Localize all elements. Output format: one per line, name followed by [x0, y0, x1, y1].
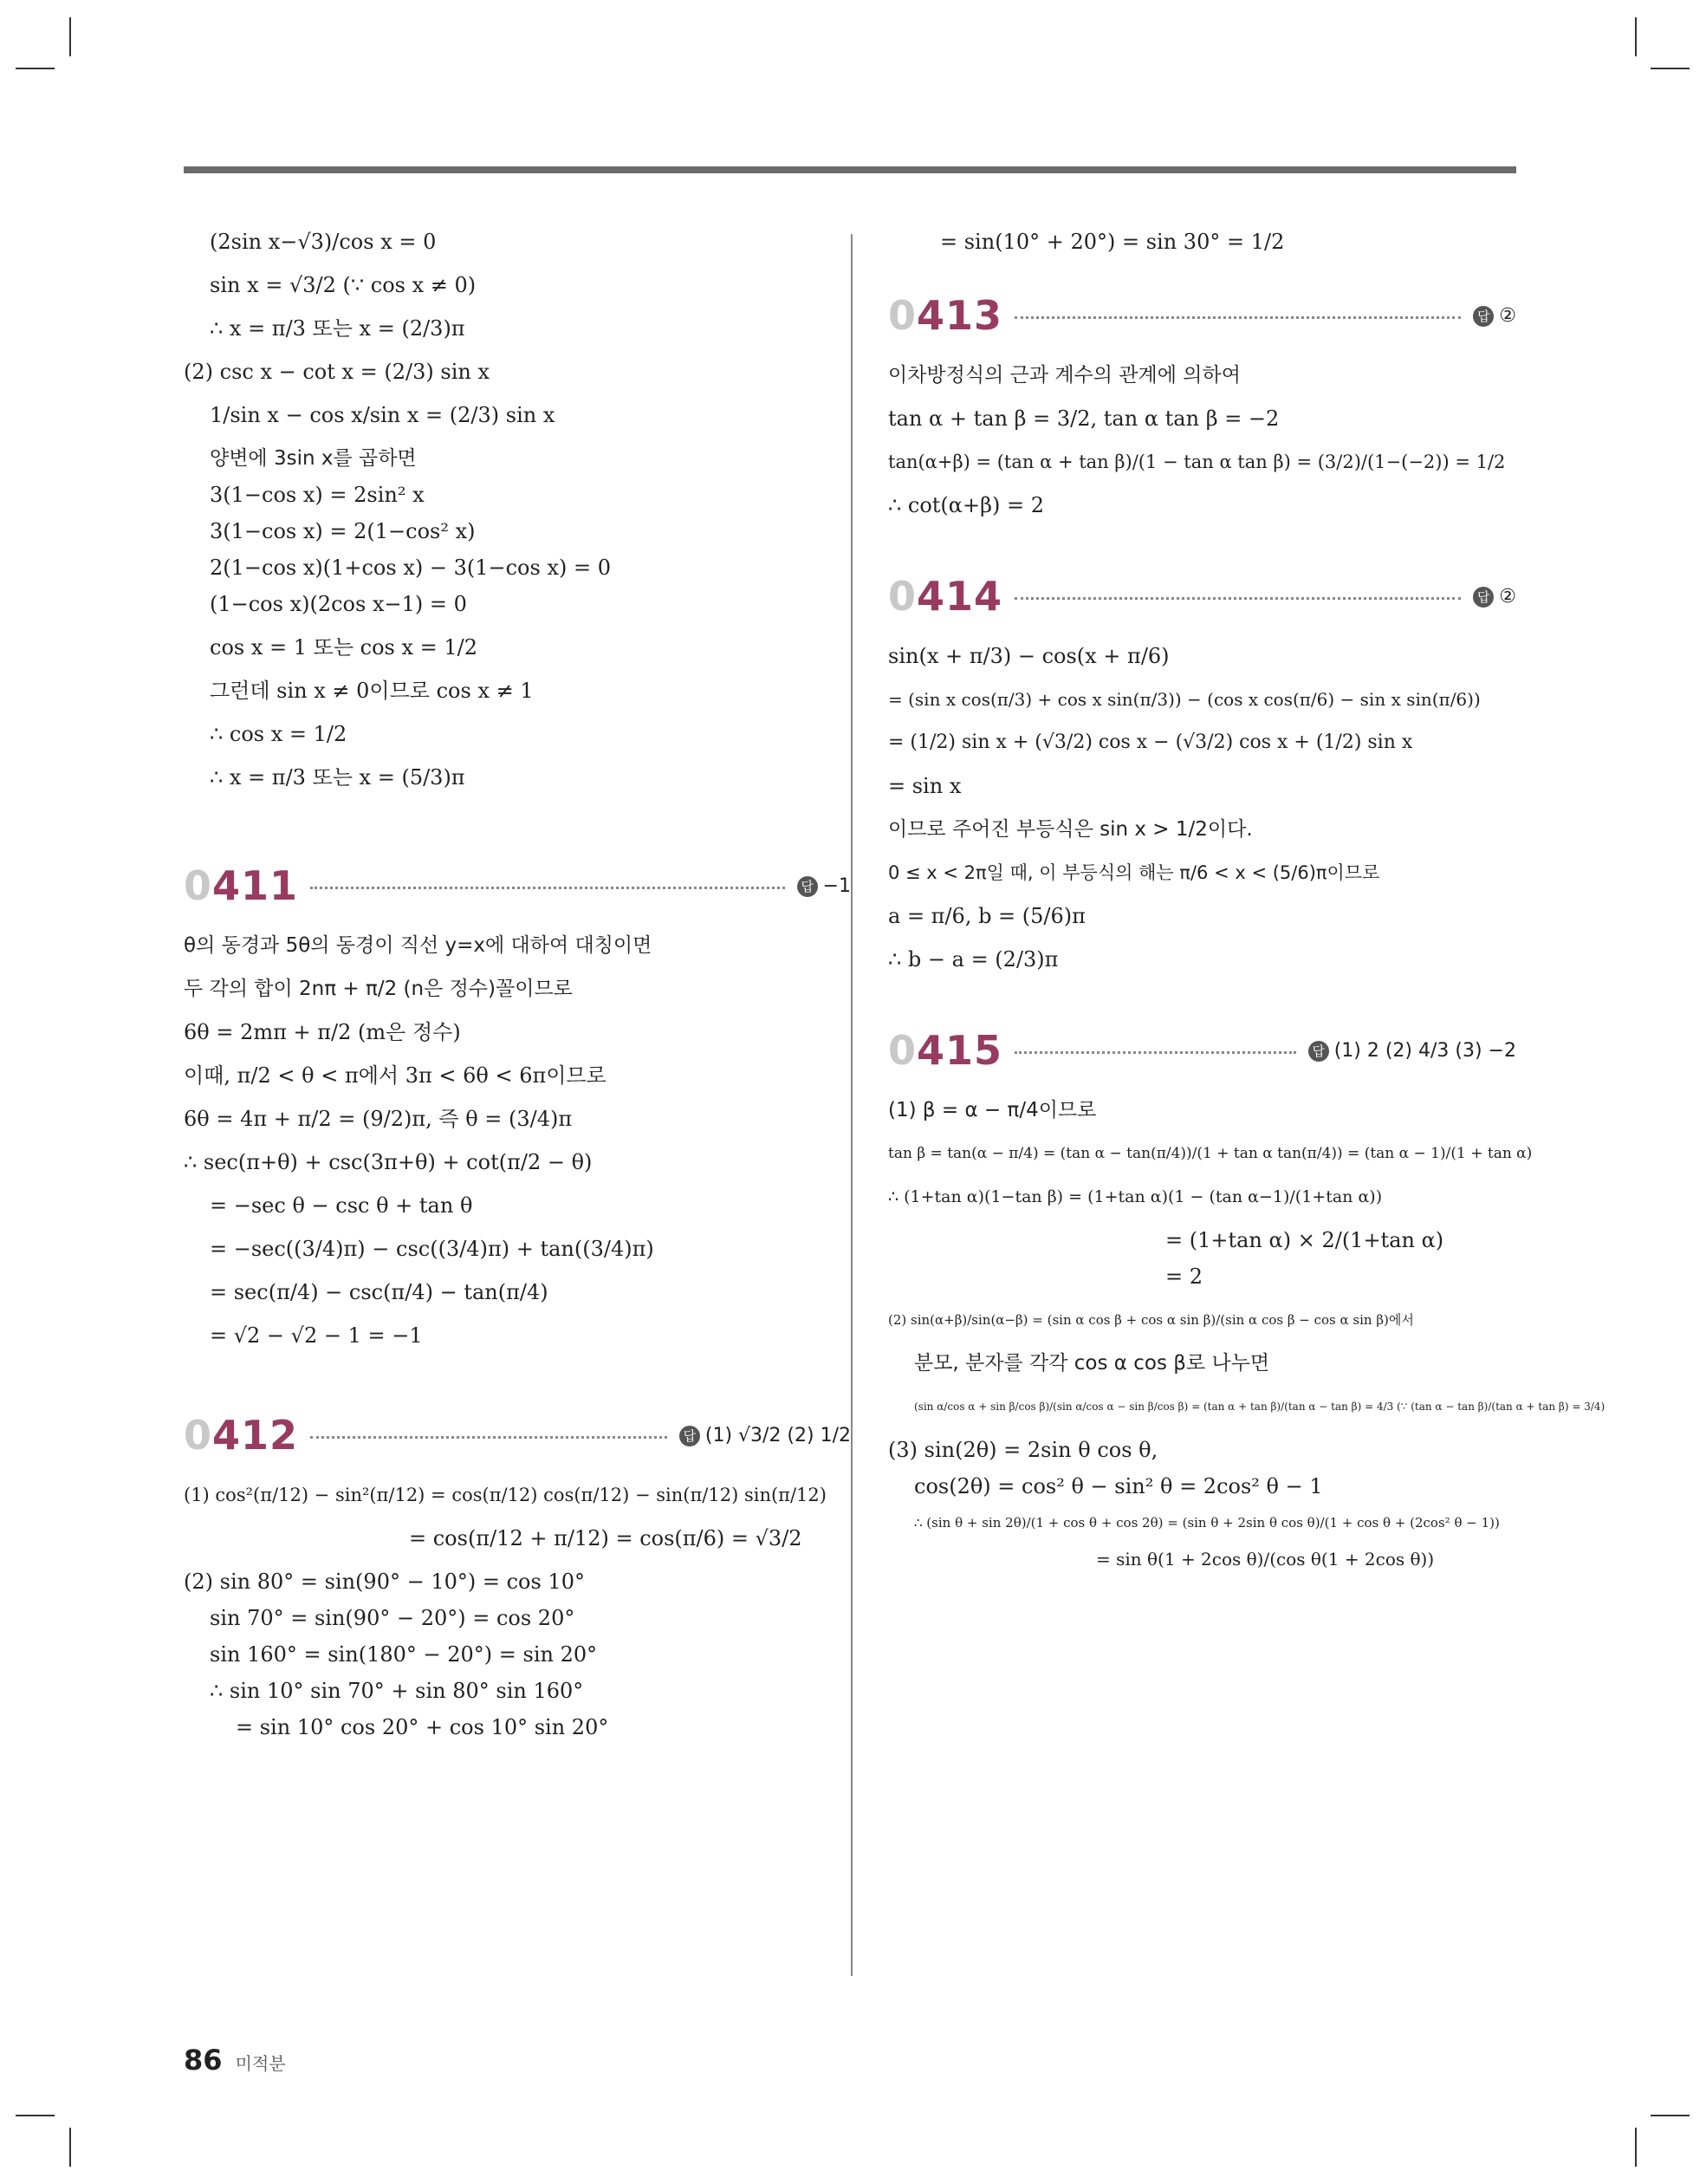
leader-dots: [310, 887, 785, 889]
math-line: sin(x + π/3) − cos(x + π/6): [888, 644, 1170, 668]
problem-header-0414: [888, 573, 1516, 620]
problem-number: 0413: [888, 292, 1003, 339]
header-rule: [184, 166, 1516, 173]
math-line: = sin θ(1 + 2cos θ)/(cos θ(1 + 2cos θ)): [1096, 1549, 1435, 1570]
math-line: ∴ sec(π+θ) + csc(3π+θ) + cot(π/2 − θ): [184, 1150, 593, 1174]
page-number: 86: [184, 2044, 223, 2077]
answer-icon: 답: [679, 1426, 700, 1446]
math-line: ∴ x = π/3 또는 x = (2/3)π: [210, 316, 465, 341]
crop-mark: [1635, 2128, 1637, 2167]
math-line: (1) β = α − π/4이므로: [888, 1099, 1097, 1121]
answer-icon: 답: [1308, 1041, 1329, 1062]
crop-mark: [16, 68, 55, 69]
math-line: ∴ cot(α+β) = 2: [888, 493, 1044, 517]
math-line: ∴ cos x = 1/2: [210, 722, 347, 746]
math-line: ∴ b − a = (2/3)π: [888, 947, 1059, 972]
math-line: ∴ (1+tan α)(1−tan β) = (1+tan α)(1 − (tan α−1)/(1+tan α)): [888, 1187, 1383, 1206]
math-line: ∴ x = π/3 또는 x = (5/3)π: [210, 765, 465, 790]
math-line: (sin α/cos α + sin β/cos β)/(sin α/cos α − sin β/cos β) = (tan α + tan β)/(tan α − tan β) = 4/3 (∵ (tan α − tan β)/(tan α + tan β) = 3/4): [914, 1401, 1605, 1413]
answer-label: 답 (1) √3/2 (2) 1/2: [679, 1425, 851, 1446]
crop-mark: [1651, 2115, 1690, 2116]
math-line: 3(1−cos x) = 2(1−cos² x): [210, 519, 476, 543]
math-line: = (1/2) sin x + (√3/2) cos x − (√3/2) cos x + (1/2) sin x: [888, 731, 1413, 753]
math-line: = sin(10° + 20°) = sin 30° = 1/2: [940, 230, 1285, 254]
answer-icon: 답: [1473, 587, 1494, 608]
problem-number: 0411: [184, 862, 299, 909]
math-line: 분모, 분자를 각각 cos α cos β로 나누면: [914, 1352, 1270, 1375]
math-line: = −sec((3/4)π) − csc((3/4)π) + tan((3/4)π): [210, 1237, 654, 1261]
math-line: = −sec θ − csc θ + tan θ: [210, 1193, 473, 1218]
problem-header-0411: [184, 862, 851, 909]
math-line: (2) csc x − cot x = (2/3) sin x: [184, 360, 490, 384]
math-line: 양변에 3sin x를 곱하면: [210, 447, 417, 470]
answer-label: 답 ②: [1473, 305, 1516, 327]
math-line: = sin x: [888, 774, 962, 798]
math-line: = cos(π/12 + π/12) = cos(π/6) = √3/2: [409, 1526, 802, 1550]
math-line: = sec(π/4) − csc(π/4) − tan(π/4): [210, 1280, 548, 1304]
right-column: [888, 221, 1605, 1580]
math-line: = (sin x cos(π/3) + cos x sin(π/3)) − (cos x cos(π/6) − sin x sin(π/6)): [888, 689, 1481, 710]
math-line: cos x = 1 또는 cos x = 1/2: [210, 635, 477, 660]
math-line: sin x = √3/2 (∵ cos x ≠ 0): [210, 273, 477, 297]
crop-mark: [16, 2115, 55, 2116]
math-line: (2sin x−√3)/cos x = 0: [210, 230, 437, 254]
math-line: θ의 동경과 5θ의 동경이 직선 y=x에 대하여 대칭이면: [184, 934, 652, 957]
leader-dots: [1015, 316, 1461, 319]
math-line: tan α + tan β = 3/2, tan α tan β = −2: [888, 406, 1280, 431]
left-column: [184, 221, 851, 1748]
math-line: ∴ (sin θ + sin 2θ)/(1 + cos θ + cos 2θ) = (sin θ + 2sin θ cos θ)/(1 + cos θ + (2cos² θ − 1)): [914, 1515, 1500, 1531]
math-line: (1) cos²(π/12) − sin²(π/12) = cos(π/12) cos(π/12) − sin(π/12) sin(π/12): [184, 1485, 827, 1505]
subject-label: 미적분: [235, 2053, 286, 2074]
leader-dots: [1015, 597, 1461, 600]
math-line: 6θ = 4π + π/2 = (9/2)π, 즉 θ = (3/4)π: [184, 1107, 573, 1131]
answer-label: 답 (1) 2 (2) 4/3 (3) −2: [1308, 1040, 1516, 1062]
math-line: 0 ≤ x < 2π일 때, 이 부등식의 해는 π/6 < x < (5/6)π이므로: [888, 862, 1380, 883]
leader-dots: [310, 1436, 667, 1439]
answer-label: 답 −1: [797, 875, 851, 897]
column-divider: [851, 234, 853, 1976]
math-line: 2(1−cos x)(1+cos x) − 3(1−cos x) = 0: [210, 556, 611, 580]
math-line: 이므로 주어진 부등식은 sin x > 1/2이다.: [888, 818, 1253, 841]
math-line: 3(1−cos x) = 2sin² x: [210, 483, 425, 507]
math-line: 1/sin x − cos x/sin x = (2/3) sin x: [210, 403, 555, 427]
math-line: = 2: [1165, 1264, 1203, 1289]
math-line: 두 각의 합이 2nπ + π/2 (n은 정수)꼴이므로: [184, 978, 573, 1000]
math-line: (2) sin(α+β)/sin(α−β) = (sin α cos β + cos α sin β)/(sin α cos β − cos α sin β)에서: [888, 1312, 1414, 1328]
math-line: tan(α+β) = (tan α + tan β)/(1 − tan α tan β) = (3/2)/(1−(−2)) = 1/2: [888, 452, 1506, 472]
problem-header-0413: [888, 292, 1516, 339]
math-line: 6θ = 2mπ + π/2 (m은 정수): [184, 1020, 461, 1044]
problem-number: 0414: [888, 573, 1003, 620]
crop-mark: [1635, 17, 1637, 56]
problem-header-0412: [184, 1412, 851, 1459]
problem-number: 0415: [888, 1027, 1003, 1074]
math-line: 이때, π/2 < θ < π에서 3π < 6θ < 6π이므로: [184, 1063, 607, 1088]
math-line: = √2 − √2 − 1 = −1: [210, 1323, 423, 1348]
math-line: cos(2θ) = cos² θ − sin² θ = 2cos² θ − 1: [914, 1474, 1323, 1498]
math-line: (2) sin 80° = sin(90° − 10°) = cos 10°: [184, 1570, 585, 1594]
answer-icon: 답: [797, 876, 818, 897]
answer-icon: 답: [1473, 306, 1494, 327]
math-line: (3) sin(2θ) = 2sin θ cos θ,: [888, 1438, 1158, 1462]
math-line: (1−cos x)(2cos x−1) = 0: [210, 592, 467, 616]
page-footer: [184, 2044, 286, 2077]
math-line: sin 160° = sin(180° − 20°) = sin 20°: [210, 1642, 598, 1667]
leader-dots: [1015, 1051, 1296, 1054]
math-line: sin 70° = sin(90° − 20°) = cos 20°: [210, 1606, 575, 1630]
math-line: 이차방정식의 근과 계수의 관계에 의하여: [888, 364, 1241, 387]
crop-mark: [69, 17, 71, 56]
math-line: a = π/6, b = (5/6)π: [888, 904, 1086, 928]
math-line: tan β = tan(α − π/4) = (tan α − tan(π/4))/(1 + tan α tan(π/4)) = (tan α − 1)/(1 + tan α): [888, 1145, 1533, 1162]
crop-mark: [1651, 68, 1690, 69]
math-line: ∴ sin 10° sin 70° + sin 80° sin 160°: [210, 1679, 584, 1703]
crop-mark: [69, 2128, 71, 2167]
problem-number: 0412: [184, 1412, 299, 1459]
math-line: = (1+tan α) × 2/(1+tan α): [1165, 1228, 1444, 1252]
problem-header-0415: [888, 1027, 1516, 1074]
math-line: = sin 10° cos 20° + cos 10° sin 20°: [236, 1715, 609, 1739]
answer-label: 답 ②: [1473, 586, 1516, 608]
math-line: 그런데 sin x ≠ 0이므로 cos x ≠ 1: [210, 679, 534, 703]
